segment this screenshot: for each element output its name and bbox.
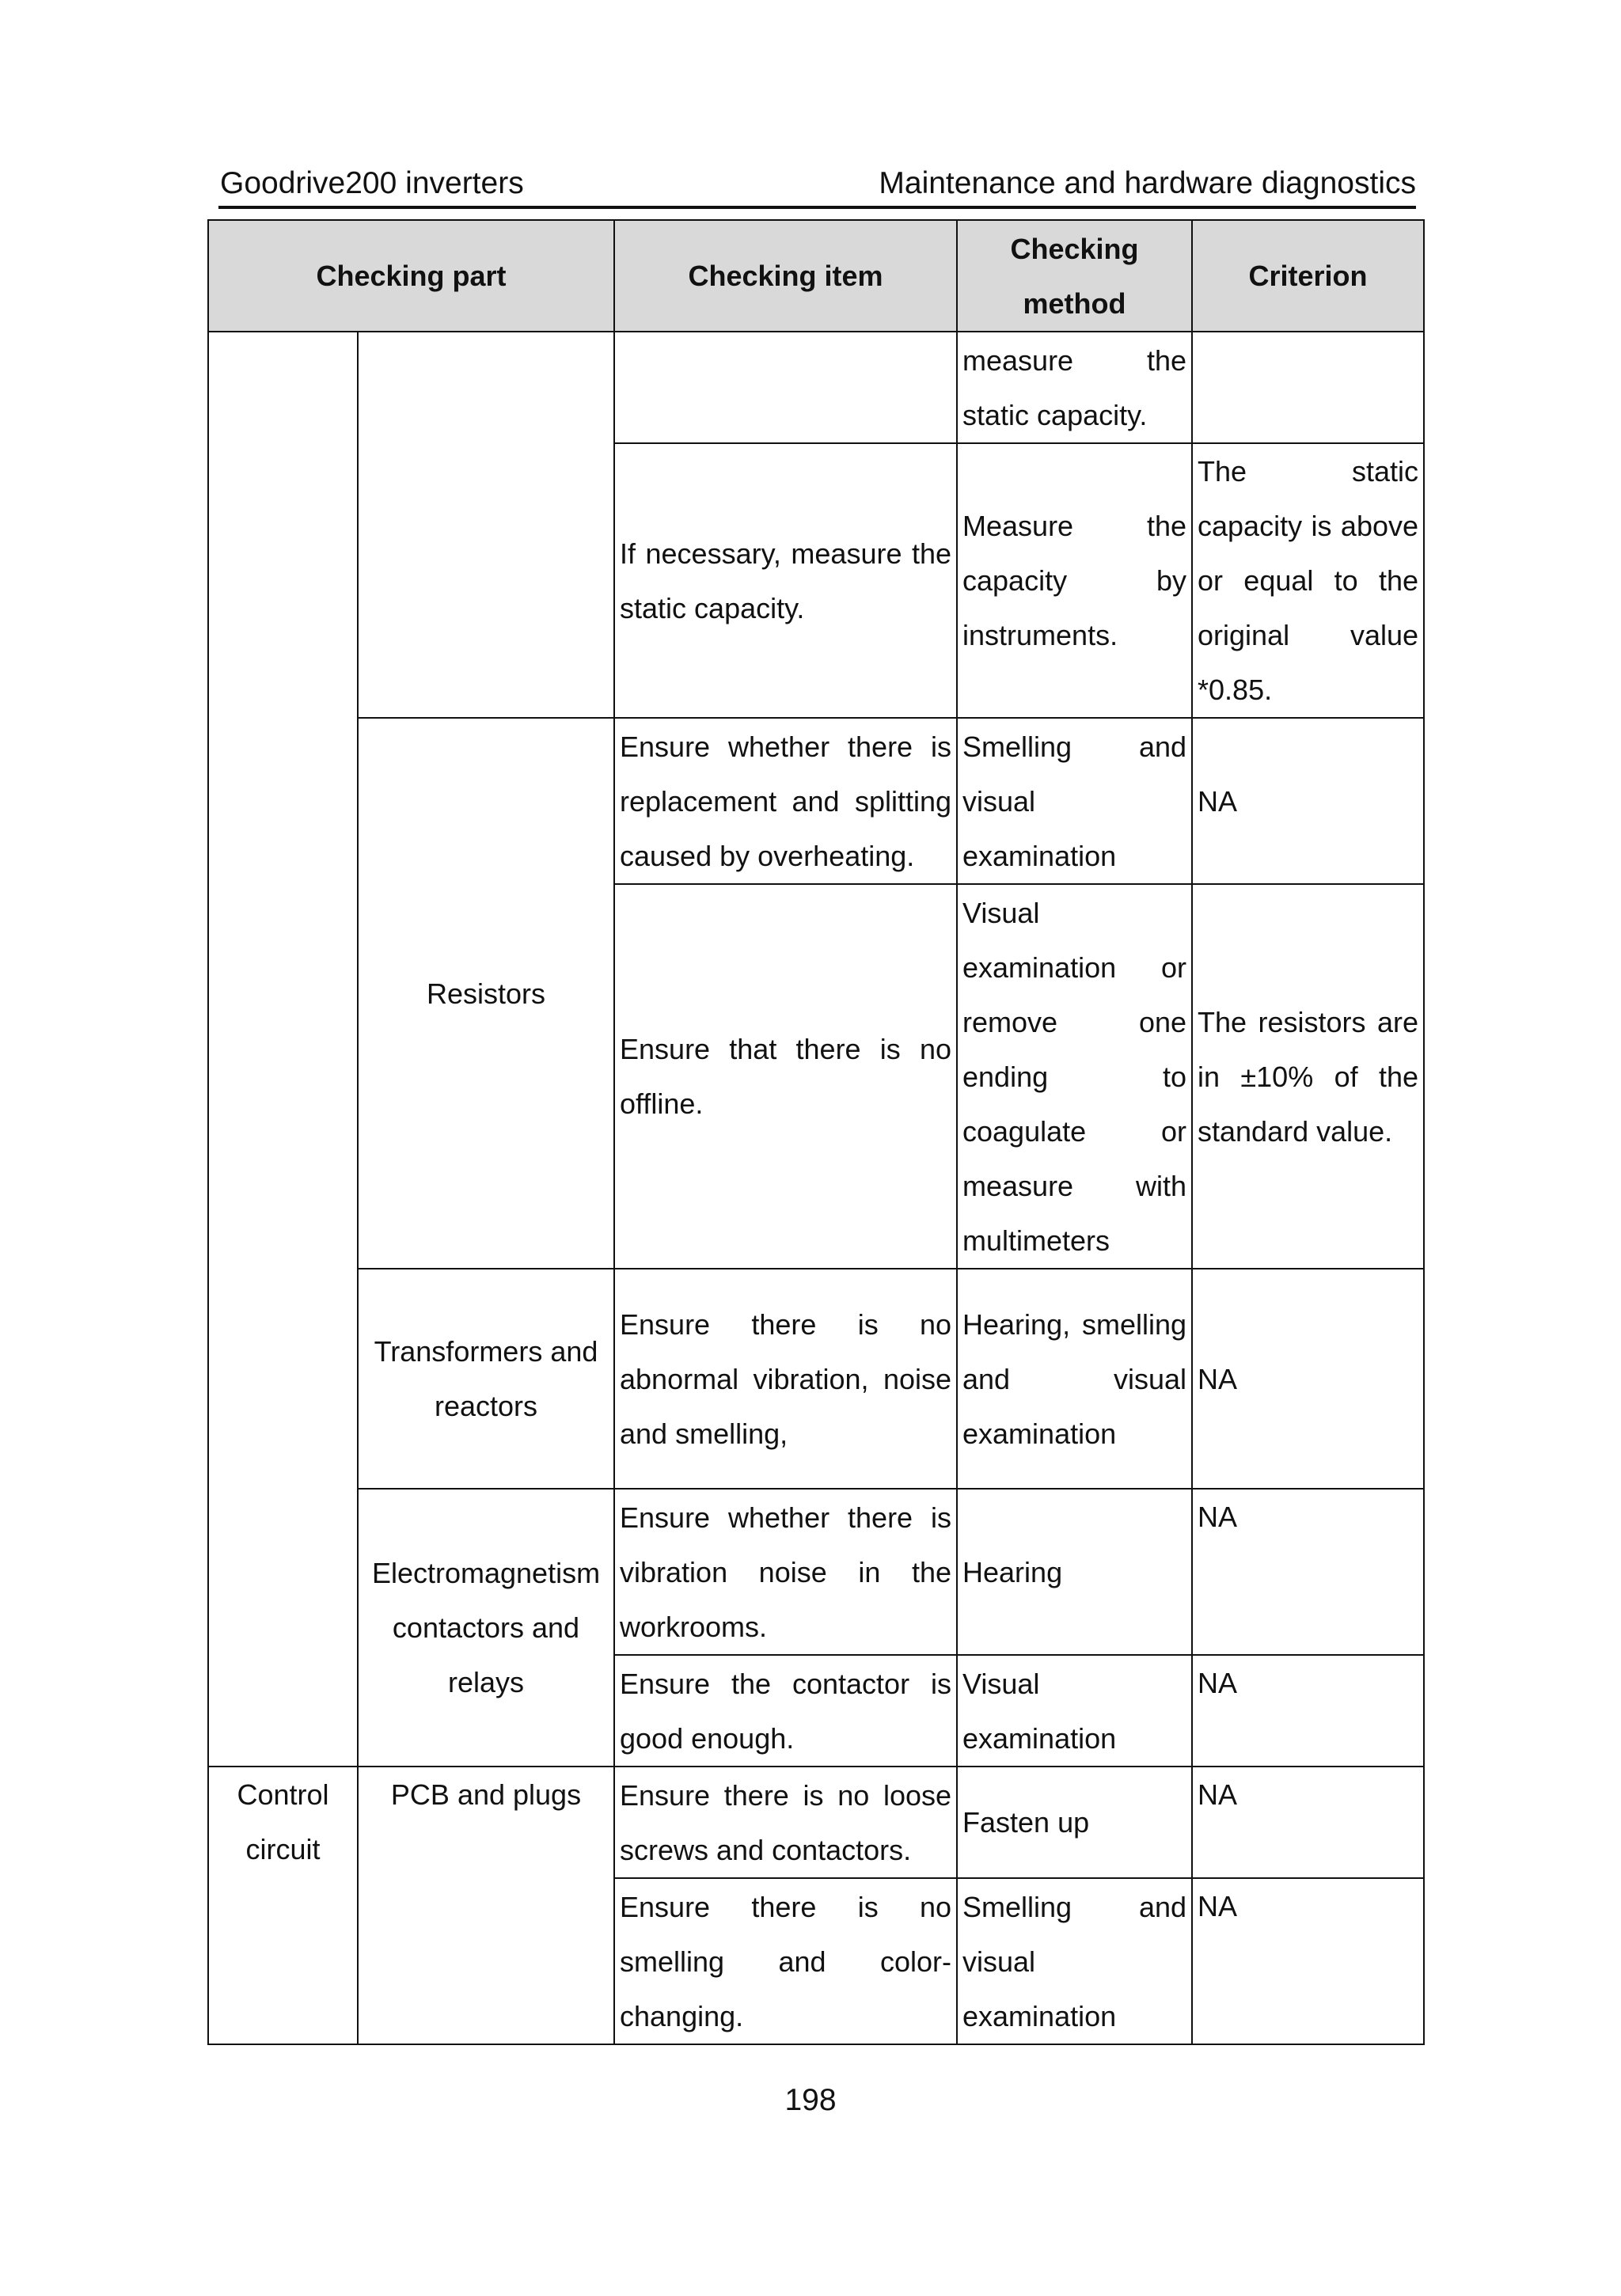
item-cell: Ensure there is no abnormal vibration, noise and smelling,	[614, 1269, 957, 1489]
item-cell: Ensure there is no smelling and color-changing.	[614, 1878, 957, 2044]
criterion-cell: The static capacity is above or equal to the original value *0.85.	[1192, 443, 1424, 718]
sub-cell-transformers: Transformers and reactors	[358, 1269, 614, 1489]
item-cell: Ensure there is no loose screws and contactors.	[614, 1767, 957, 1878]
table-row	[208, 1767, 1424, 1878]
page-header	[218, 163, 1416, 209]
table-row	[208, 1269, 1424, 1489]
table-header-row	[208, 220, 1424, 332]
sub-cell-empty	[358, 332, 614, 718]
table-row	[208, 332, 1424, 443]
criterion-cell: NA	[1192, 1767, 1424, 1878]
header-product: Goodrive200 inverters	[220, 166, 524, 200]
method-cell: Measure the capacity by instruments.	[957, 443, 1192, 718]
criterion-cell: NA	[1192, 1878, 1424, 2044]
method-cell: Visual examination	[957, 1655, 1192, 1767]
part-cell-control-circuit: Control circuit	[208, 1767, 358, 2044]
item-cell	[614, 332, 957, 443]
sub-cell-resistors: Resistors	[358, 718, 614, 1269]
method-cell: Hearing	[957, 1489, 1192, 1655]
table-row	[208, 718, 1424, 884]
item-cell: If necessary, measure the static capacity.	[614, 443, 957, 718]
maintenance-table	[207, 219, 1425, 2045]
col-header-criterion: Criterion	[1192, 220, 1424, 332]
method-cell: Smelling and visual examination	[957, 1878, 1192, 2044]
criterion-cell: NA	[1192, 1269, 1424, 1489]
criterion-cell	[1192, 332, 1424, 443]
sub-cell-contactors: Electromagnetism contactors and relays	[358, 1489, 614, 1767]
criterion-cell: NA	[1192, 1489, 1424, 1655]
item-cell: Ensure whether there is replacement and splitting caused by overheating.	[614, 718, 957, 884]
method-cell: measure the static capacity.	[957, 332, 1192, 443]
page-number: 198	[784, 2083, 837, 2117]
part-cell-empty	[208, 332, 358, 1767]
col-header-item: Checking item	[614, 220, 957, 332]
col-header-method: Checking method	[957, 220, 1192, 332]
method-cell: Smelling and visual examination	[957, 718, 1192, 884]
criterion-cell: NA	[1192, 1655, 1424, 1767]
method-cell: Visual examination or remove one ending to coagulate or measure with multimeters	[957, 884, 1192, 1269]
sub-cell-pcb: PCB and plugs	[358, 1767, 614, 2044]
criterion-cell: The resistors are in ±10% of the standard value.	[1192, 884, 1424, 1269]
criterion-cell: NA	[1192, 718, 1424, 884]
method-cell: Fasten up	[957, 1767, 1192, 1878]
table-row	[208, 1489, 1424, 1655]
item-cell: Ensure the contactor is good enough.	[614, 1655, 957, 1767]
method-cell: Hearing, smelling and visual examination	[957, 1269, 1192, 1489]
col-header-part: Checking part	[208, 220, 614, 332]
header-section: Maintenance and hardware diagnostics	[879, 166, 1416, 200]
item-cell: Ensure that there is no offline.	[614, 884, 957, 1269]
item-cell: Ensure whether there is vibration noise in the workrooms.	[614, 1489, 957, 1655]
